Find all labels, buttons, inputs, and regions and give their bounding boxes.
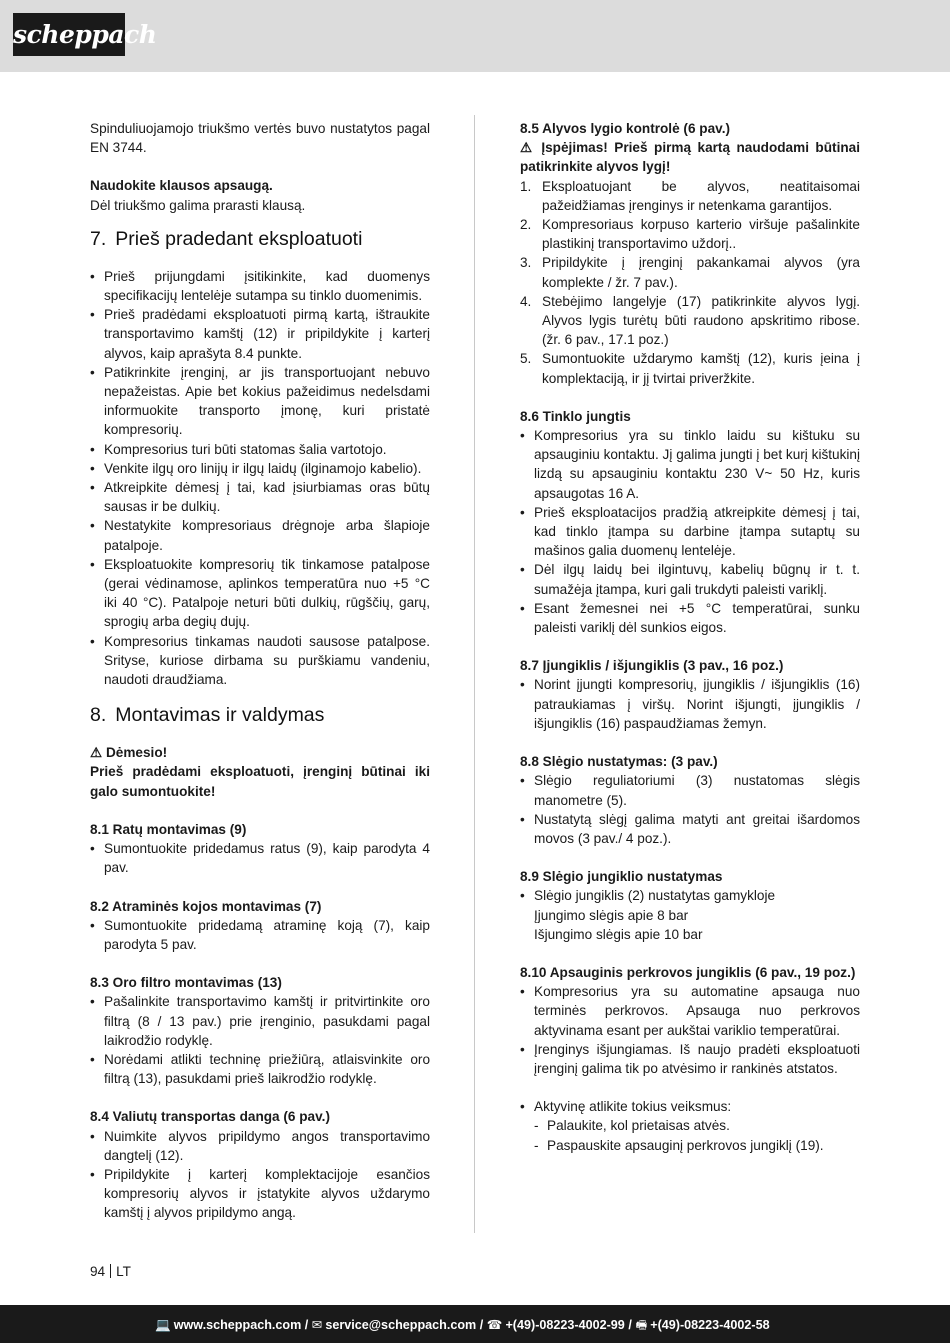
footer-fax: +(49)-08223-4002-58 bbox=[650, 1318, 770, 1332]
page-number-block bbox=[90, 1264, 131, 1279]
email-icon: ✉ bbox=[311, 1318, 323, 1332]
section-8-6-list bbox=[520, 426, 860, 637]
list-item: - Palaukite, kol prietaisas atvės. bbox=[520, 1116, 860, 1135]
computer-icon: 💻 bbox=[155, 1318, 171, 1332]
list-item: • Esant žemesnei nei +5 °C temperatūrai, sunku paleisti variklį dėl sunkios eigos. bbox=[520, 599, 860, 637]
page-separator bbox=[110, 1264, 111, 1278]
page-language: LT bbox=[116, 1264, 131, 1279]
list-item: • Slėgio reguliatoriumi (3) nustatomas slėgis manometre (5). bbox=[520, 771, 860, 809]
section-8-5-list bbox=[520, 177, 860, 388]
section-8-number: 8. bbox=[90, 704, 107, 727]
list-item: • Prieš prijungdami įsitikinkite, kad duomenys specifikacijų lentelėje sutampa su tinklo duomenimis. bbox=[90, 267, 430, 305]
footer-separator: / bbox=[479, 1318, 484, 1332]
list-item: • Aktyvinę atlikite tokius veiksmus: bbox=[520, 1097, 860, 1116]
list-item: • Pripildykite į karterį komplektacijoje esančios kompresorių alyvos ir įstatykite alyvos uždarymo kamštį į alyvos pripildymo angą. bbox=[90, 1165, 430, 1223]
list-item: • Kompresorius turi būti statomas šalia vartotojo. bbox=[90, 440, 430, 459]
list-item: • Sumontuokite pridedamą atraminę koją (7), kaip parodyta 5 pav. bbox=[90, 916, 430, 954]
section-8-10-action bbox=[520, 1097, 860, 1116]
list-item: • Eksploatuokite kompresorių tik tinkamose patalpose (gerai vėdinamose, aplinkos temperatūra nuo +5 °C iki 40 °C). Patalpoje neturi būti dulkių, rūgščių, garų, sprogių arba degių dujų. bbox=[90, 555, 430, 632]
section-8-9-list bbox=[520, 886, 860, 905]
switch-off-pressure: Išjungimo slėgis apie 10 bar bbox=[534, 926, 703, 942]
item-number: 4. bbox=[520, 293, 532, 309]
list-item: • Prieš eksploatacijos pradžią atkreipkite dėmesį į tai, kad tinklo įtampa su darbine įtampa sutaptų su mašinos galia duomenų lentelėje. bbox=[520, 503, 860, 561]
list-item: • Kompresorius yra su automatine apsauga nuo terminės perkrovos. Apsauga nuo perkrovos aktyvinama esant per aukštai variklio temperatūrai. bbox=[520, 982, 860, 1040]
list-item: • Patikrinkite įrenginį, ar jis transportuojant nebuvo nepažeistas. Apie bet kokius pažeidimus nedelsdami informuokite transporto įmonę, kuri pristatė kompresorių. bbox=[90, 363, 430, 440]
fax-icon: 🖷 bbox=[635, 1318, 648, 1332]
section-8-8-title: 8.8 Slėgio nustatymas: (3 pav.) bbox=[520, 754, 718, 770]
item-number: 3. bbox=[520, 255, 532, 271]
list-item: • Norint įjungti kompresorių, įjungiklis / išjungiklis (16) patraukiamas į viršų. Norint išjungti, įjungiklis / išjungiklis (16) paspaudžiamas žemyn. bbox=[520, 675, 860, 733]
section-8-2-list bbox=[90, 916, 430, 954]
list-item: • Nestatykite kompresoriaus drėgnoje arba šlapioje patalpoje. bbox=[90, 516, 430, 554]
warning-text: Prieš pradėdami eksploatuoti, įrenginį būtinai iki galo sumontuokite! bbox=[90, 764, 430, 799]
list-item: • Nuimkite alyvos pripildymo angos transportavimo dangtelį (12). bbox=[90, 1127, 430, 1165]
list-item: • Norėdami atlikti techninę priežiūrą, atlaisvinkite oro filtrą (13), pasukdami prieš laikrodžio rodyklę. bbox=[90, 1050, 430, 1088]
section-8-6-title: 8.6 Tinklo jungtis bbox=[520, 408, 631, 424]
footer-email[interactable]: service@scheppach.com bbox=[325, 1318, 477, 1332]
footer-phone: +(49)-08223-4002-99 bbox=[505, 1318, 625, 1332]
switch-on-pressure: Įjungimo slėgis apie 8 bar bbox=[534, 907, 689, 923]
item-text: Sumontuokite uždarymo kamštį (12), kuris įeina į komplektaciją, ir jį tvirtai priveržkite. bbox=[542, 351, 860, 386]
left-column bbox=[90, 119, 430, 1223]
item-number: 1. bbox=[520, 178, 532, 194]
list-item bbox=[520, 177, 860, 215]
scheppach-logo: scheppach bbox=[13, 13, 125, 56]
section-8-10-list bbox=[520, 982, 860, 1078]
section-7-heading bbox=[90, 227, 430, 251]
page-number: 94 bbox=[90, 1264, 106, 1279]
item-text: Eksploatuojant be alyvos, neatitaisomai pažeidžiamas įrenginys ir netenkama garantijos. bbox=[542, 178, 860, 213]
section-8-9-title: 8.9 Slėgio jungiklio nustatymas bbox=[520, 869, 723, 885]
section-8-3-list bbox=[90, 992, 430, 1088]
list-item bbox=[520, 292, 860, 350]
list-item bbox=[520, 253, 860, 291]
header-bar bbox=[0, 0, 950, 72]
phone-icon: ☎ bbox=[486, 1318, 503, 1332]
right-column bbox=[520, 119, 860, 1155]
section-8-8-list bbox=[520, 771, 860, 848]
footer-bar bbox=[0, 1305, 950, 1343]
item-text: Kompresoriaus korpuso karterio viršuje pašalinkite plastikinį transportavimo uždorį.. bbox=[542, 217, 860, 252]
section-8-1-title: 8.1 Ratų montavimas (9) bbox=[90, 821, 247, 837]
section-7-list bbox=[90, 267, 430, 689]
section-8-3-title: 8.3 Oro filtro montavimas (13) bbox=[90, 975, 282, 991]
section-8-title: Montavimas ir valdymas bbox=[115, 704, 325, 727]
section-7-number: 7. bbox=[90, 227, 107, 250]
ear-protection-text: Dėl triukšmo galima prarasti klausą. bbox=[90, 197, 306, 213]
list-item: • Prieš pradėdami eksploatuoti pirmą kartą, ištraukite transportavimo kamštį (12) ir pripildykite į karterį alyvos, kaip aprašyta 8.4 punkte. bbox=[90, 305, 430, 363]
column-divider bbox=[474, 115, 475, 1233]
section-7-title: Prieš pradedant eksploatuoti bbox=[115, 227, 363, 250]
list-item: • Nustatytą slėgį galima matyti ant greitai išardomos movos (3 pav./ 4 poz.). bbox=[520, 810, 860, 848]
item-number: 5. bbox=[520, 351, 532, 367]
footer-separator: / bbox=[628, 1318, 632, 1332]
ear-protection-title: Naudokite klausos apsaugą. bbox=[90, 178, 273, 194]
section-8-1-list bbox=[90, 839, 430, 877]
footer-website[interactable]: www.scheppach.com bbox=[173, 1318, 302, 1332]
list-item: • Sumontuokite pridedamus ratus (9), kaip parodyta 4 pav. bbox=[90, 839, 430, 877]
section-8-heading bbox=[90, 703, 430, 727]
footer-separator: / bbox=[304, 1318, 309, 1332]
list-item bbox=[520, 215, 860, 253]
list-item: • Kompresorius yra su tinklo laidu su kištuku su apsauginiu kontaktu. Jį galima jungti į bet kurį kištukinį lizdą su apsauginiu kontaktu 230 V~ 50 Hz, kuris apsaugotas 16 A. bbox=[520, 426, 860, 503]
section-8-10-steps bbox=[520, 1116, 860, 1154]
section-8-4-list bbox=[90, 1127, 430, 1223]
list-item: • Pašalinkite transportavimo kamštį ir pritvirtinkite oro filtrą (8 / 13 pav.) prie įrenginio, pasukdami pagal laikrodžio rodyklę. bbox=[90, 992, 430, 1050]
list-item: • Venkite ilgų oro linijų ir ilgų laidų (ilginamojo kabelio). bbox=[90, 459, 430, 478]
list-item bbox=[520, 349, 860, 387]
list-item: • Įrenginys išjungiamas. Iš naujo pradėti eksploatuoti įrenginį galima tik po atvėsimo ir rankinės atstatos. bbox=[520, 1040, 860, 1078]
list-item: • Dėl ilgų laidų bei ilgintuvų, kabelių būgnų ir t. t. sumažėja įtampa, kuri gali trukdyti paleisti variklį. bbox=[520, 560, 860, 598]
section-8-5-warning: ⚠ Įspėjimas! Prieš pirmą kartą naudodami būtinai patikrinkite alyvos lygį! bbox=[520, 140, 860, 175]
list-item: • Atkreipkite dėmesį į tai, kad įsiurbiamas oras būtų sausas ir be dulkių. bbox=[90, 478, 430, 516]
section-8-5-title: 8.5 Alyvos lygio kontrolė (6 pav.) bbox=[520, 121, 731, 136]
list-item: - Paspauskite apsauginį perkrovos jungiklį (19). bbox=[520, 1136, 860, 1155]
section-8-10-title: 8.10 Apsauginis perkrovos jungiklis (6 pav., 19 poz.) bbox=[520, 964, 856, 980]
item-text: Stebėjimo langelyje (17) patikrinkite alyvos lygį. Alyvos lygis turėtų būti raudono apskritimo ribose. (žr. 6 pav., 17.1 poz.) bbox=[542, 293, 860, 348]
section-8-7-title: 8.7 Įjungiklis / išjungiklis (3 pav., 16 poz.) bbox=[520, 658, 784, 674]
section-8-2-title: 8.2 Atraminės kojos montavimas (7) bbox=[90, 898, 322, 914]
list-item: • Kompresorius tinkamas naudoti sausose patalpose. Srityse, kuriose dirbama su purškiamu vandeniu, naudoti draudžiama. bbox=[90, 632, 430, 690]
section-8-4-title: 8.4 Valiutų transportas danga (6 pav.) bbox=[90, 1109, 330, 1125]
noise-intro: Spinduliuojamojo triukšmo vertės buvo nustatytos pagal EN 3744. bbox=[90, 121, 430, 156]
warning-title: ⚠ Dėmesio! bbox=[90, 745, 168, 761]
item-number: 2. bbox=[520, 217, 532, 233]
list-item: • Slėgio jungiklis (2) nustatytas gamykloje bbox=[520, 886, 860, 905]
item-text: Pripildykite į įrenginį pakankamai alyvos (yra komplekte / žr. 7 pav.). bbox=[542, 255, 860, 290]
section-8-7-list bbox=[520, 675, 860, 733]
